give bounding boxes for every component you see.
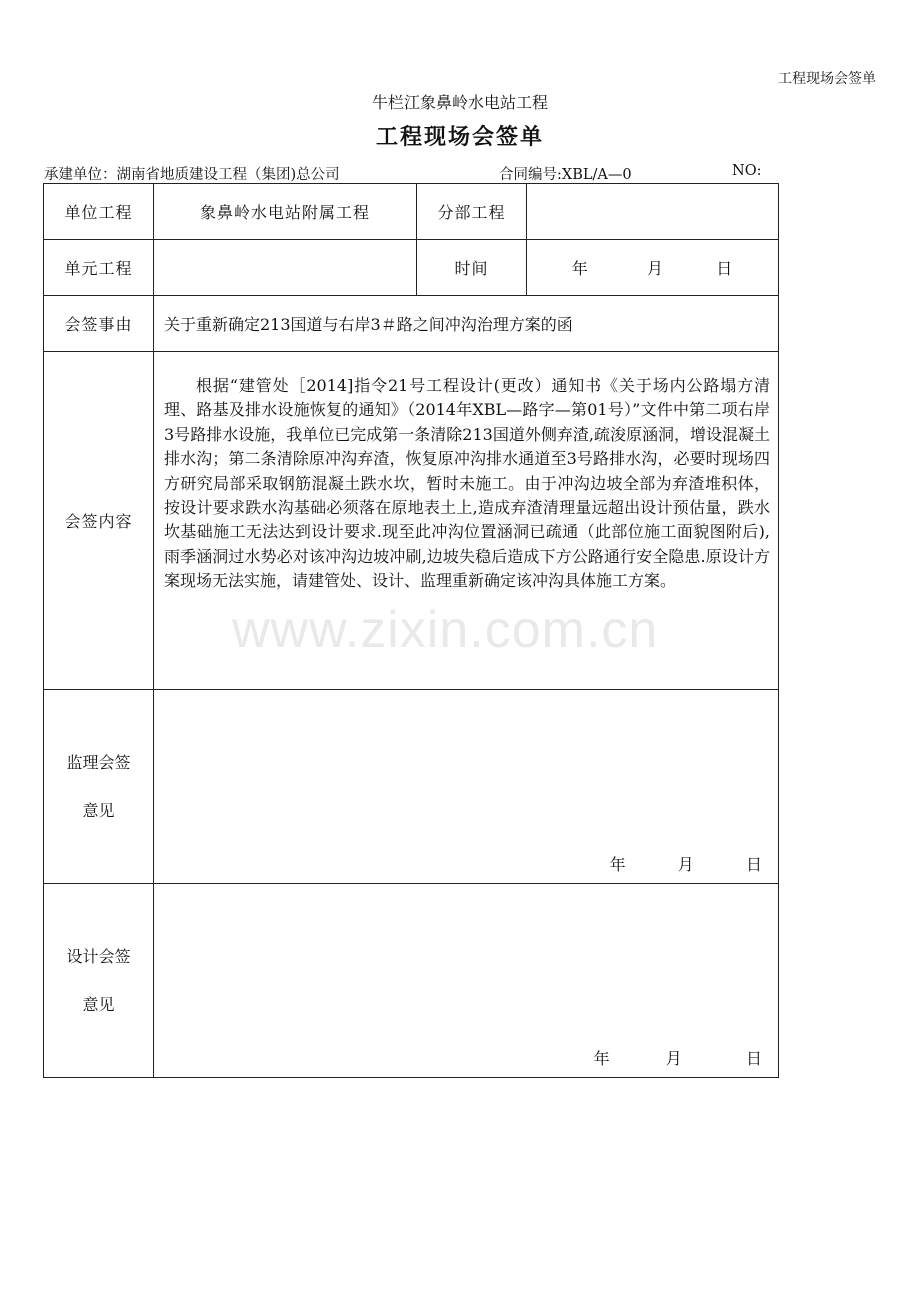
supervision-opinion-cell [154,690,779,884]
corner-header: 工程现场会签单 [778,71,876,87]
time-day: 日 [716,259,734,278]
content-text: 根据“建管处［2014]指令21号工程设计(更改）通知书《关于场内公路塌方清理、路基及排水设施恢复的通知》（2014年XBL—路字—第01号）”文件中第二项右岸3号路排水设施，我单位已完成第一条清除213国道外侧弃渣,疏浚原涵洞，增设混凝土排水沟；第二条清除原冲沟弃渣，恢复原冲沟排水通道至3号路排水沟，必要时现场四方研究局部采取钢筋混凝土跌水坎，暂时未施工。由于冲沟边坡全部为弃渣堆积体，按设计要求跌水沟基础必须落在原地表土上,造成弃渣清理量远超出设计预估量，跌水坎基础施工无法达到设计要求.现至此冲沟位置涵洞已疏通（此部位施工面貌图附后),雨季涵洞过水势必对该冲沟边坡冲刷,边坡失稳后造成下方公路通行安全隐患.原设计方案现场无法实施，请建管处、设计、监理重新确定该冲沟具体施工方案。 [164,376,770,591]
element-project-row [44,240,779,296]
meta-line [44,163,784,183]
content-body [154,352,779,690]
time-year: 年 [571,259,589,278]
design-opinion-cell [154,884,779,1078]
matter-value: 关于重新确定213国道与右岸3＃路之间冲沟治理方案的函 [154,296,779,352]
unit-project-value: 象鼻岭水电站附属工程 [154,184,417,240]
design-label-line2: 意见 [82,994,115,1014]
design-date [594,1046,762,1069]
design-label [44,884,154,1078]
supervision-date [610,852,762,875]
element-project-label: 单元工程 [44,240,154,296]
design-year: 年 [593,1049,610,1068]
serial-number-label: NO: [732,163,762,179]
time-month: 月 [646,259,664,278]
unit-project-row [44,184,779,240]
design-month: 月 [665,1049,682,1068]
supervision-year: 年 [609,855,626,874]
design-day: 日 [745,1049,762,1068]
supervision-row [44,690,779,884]
project-name: 牛栏江象鼻岭水电站工程 [371,93,548,112]
time-label: 时间 [417,240,527,296]
unit-project-label: 单位工程 [44,184,154,240]
supervision-month: 月 [677,855,694,874]
design-row [44,884,779,1078]
element-project-value [154,240,417,296]
content-row [44,352,779,690]
time-date [527,240,779,296]
supervision-day: 日 [745,855,762,874]
content-label: 会签内容 [44,352,154,690]
form-title: 工程现场会签单 [375,124,544,150]
sub-project-value [527,184,779,240]
supervision-label [44,690,154,884]
matter-row [44,296,779,352]
signoff-form-table [43,183,779,1078]
contract-number: 合同编号:XBL/A—0 [499,167,632,183]
watermark: www.zixin.com.cn [232,601,659,659]
design-label-line1: 设计会签 [66,946,131,966]
matter-label: 会签事由 [44,296,154,352]
supervision-label-line2: 意见 [82,800,115,820]
sub-project-label: 分部工程 [417,184,527,240]
contractor-label: 承建单位：湖南省地质建设工程（集团)总公司 [44,167,340,183]
supervision-label-line1: 监理会签 [66,752,131,772]
